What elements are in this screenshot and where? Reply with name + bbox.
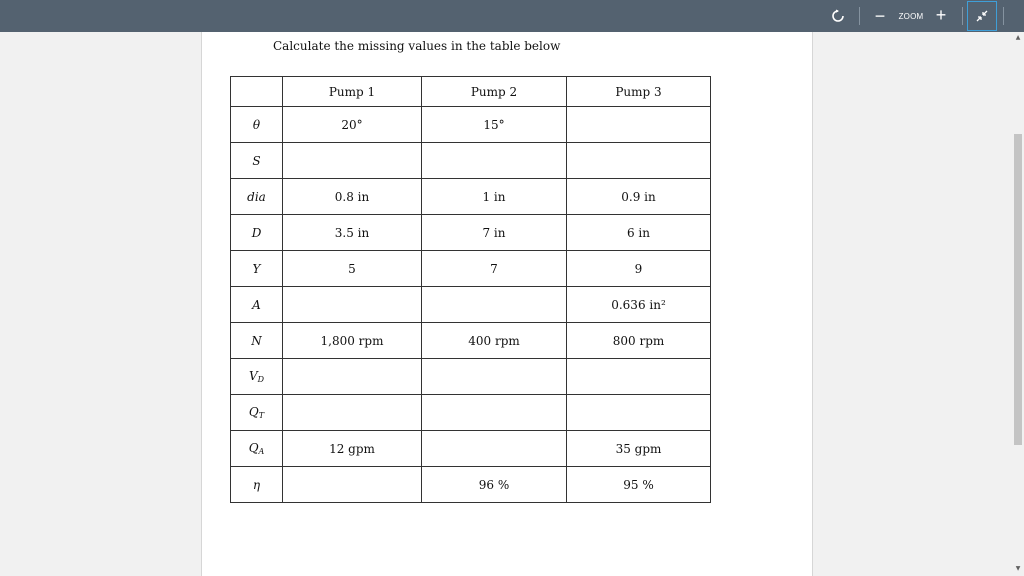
collapse-icon [975,9,989,23]
value-cell [422,359,567,395]
symbol-text: Q [248,405,259,419]
value-cell: 3.5 in [283,215,422,251]
instruction-text: Calculate the missing values in the table below [273,39,561,53]
value-cell: 800 rpm [567,323,711,359]
table-row [231,323,711,359]
symbol-text: θ [252,117,261,132]
value-cell: 6 in [567,215,711,251]
value-cell: 12 gpm [283,431,422,467]
value-cell: 7 [422,251,567,287]
header-cell: Pump 2 [422,77,567,107]
value-cell: 96 % [422,467,567,503]
table-row [231,107,711,143]
header-cell: Pump 3 [567,77,711,107]
symbol-text: Y [252,261,261,276]
table-row [231,287,711,323]
table-row [231,215,711,251]
value-cell: 5 [283,251,422,287]
value-cell [283,359,422,395]
table-row [231,359,711,395]
toolbar-divider [962,7,963,25]
row-symbol [231,215,283,251]
top-toolbar [0,0,1024,32]
value-cell [283,287,422,323]
refresh-icon-svg [831,9,845,23]
value-cell [567,395,711,431]
value-cell: 0.636 in² [567,287,711,323]
symbol-text: N [251,333,262,348]
value-cell: 7 in [422,215,567,251]
table-row [231,179,711,215]
value-cell [422,395,567,431]
table-row [231,143,711,179]
row-symbol [231,251,283,287]
symbol-subscript: A [258,447,265,456]
value-cell: 9 [567,251,711,287]
table-body [231,77,711,503]
row-symbol [231,359,283,395]
row-symbol [231,107,283,143]
symbol-text: S [252,153,261,168]
row-symbol [231,395,283,431]
toolbar-divider [1003,7,1004,25]
collapse-button[interactable] [967,1,997,31]
row-symbol [231,467,283,503]
symbol-subscript: D [257,375,265,384]
symbol-text: A [252,297,261,312]
symbol-subscript: T [258,411,265,420]
row-symbol [231,431,283,467]
value-cell [567,143,711,179]
value-cell: 20° [283,107,422,143]
pump-data-table [230,76,711,503]
value-cell: 95 % [567,467,711,503]
value-cell: 0.8 in [283,179,422,215]
value-cell [422,431,567,467]
header-cell [231,77,283,107]
value-cell [422,287,567,323]
zoom-label: ZOOM [898,11,924,21]
header-cell: Pump 1 [283,77,422,107]
value-cell: 0.9 in [567,179,711,215]
zoom-out-button[interactable]: − [874,5,886,26]
symbol-text: dia [247,189,266,204]
symbol-text: D [251,225,262,240]
toolbar-divider [859,7,860,25]
scroll-thumb[interactable] [1014,134,1022,445]
symbol-text: V [248,369,258,383]
value-cell [283,467,422,503]
value-cell [567,107,711,143]
table-header-row [231,77,711,107]
table-row [231,467,711,503]
value-cell: 35 gpm [567,431,711,467]
value-cell [422,143,567,179]
value-cell: 400 rpm [422,323,567,359]
value-cell [283,395,422,431]
table-row [231,395,711,431]
table-row [231,431,711,467]
scroll-up-arrow[interactable]: ▲ [1015,34,1021,41]
value-cell: 15° [422,107,567,143]
value-cell: 1,800 rpm [283,323,422,359]
symbol-text: η [252,477,261,492]
refresh-icon[interactable] [829,7,847,25]
symbol-text: Q [248,441,259,455]
row-symbol [231,323,283,359]
row-symbol [231,143,283,179]
value-cell [283,143,422,179]
scroll-down-arrow[interactable]: ▼ [1015,565,1021,572]
vertical-scrollbar[interactable] [1012,32,1024,576]
row-symbol [231,287,283,323]
value-cell: 1 in [422,179,567,215]
value-cell [567,359,711,395]
row-symbol [231,179,283,215]
zoom-in-button[interactable]: + [935,4,947,25]
table-row [231,251,711,287]
